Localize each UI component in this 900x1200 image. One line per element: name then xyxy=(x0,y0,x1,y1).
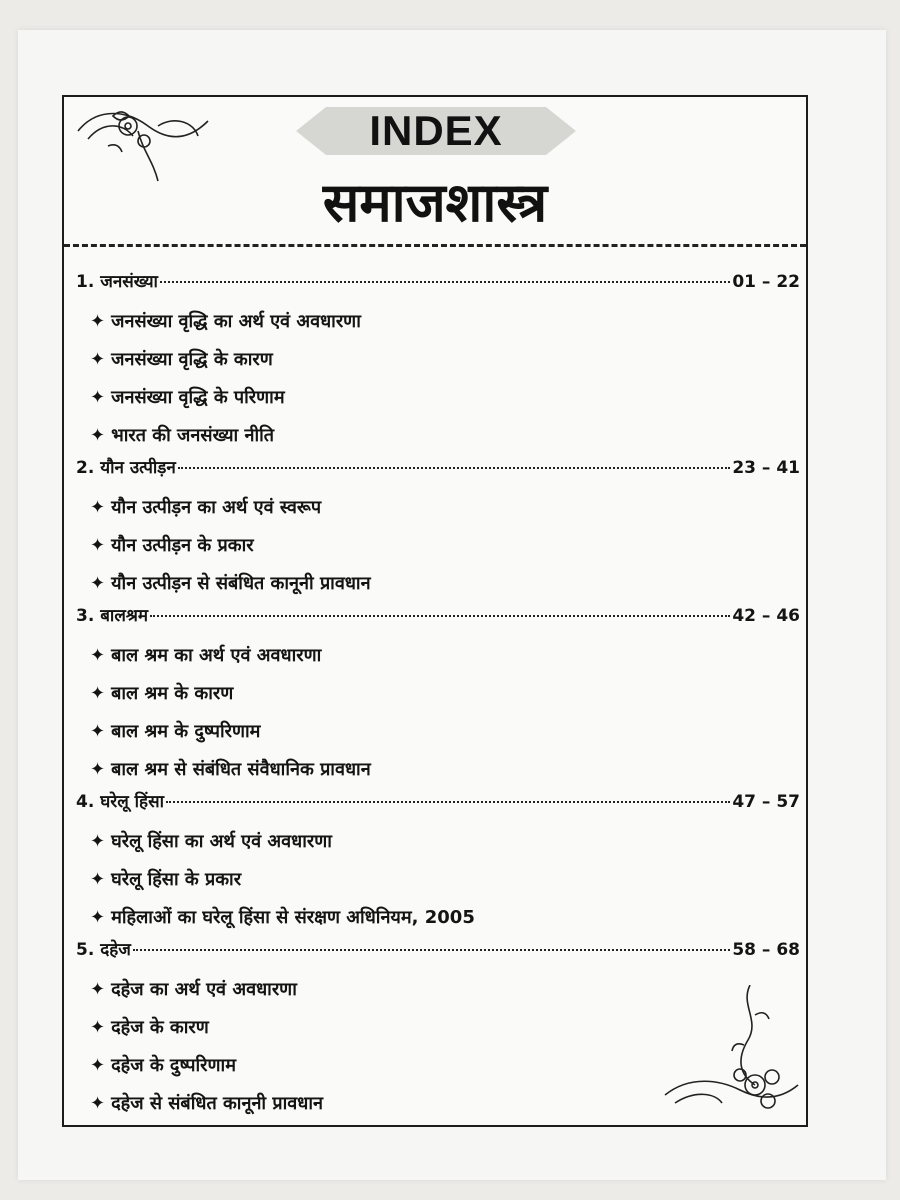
chapter-title: 2. यौन उत्पीड़न xyxy=(76,458,176,478)
four-point-star-icon: ✦ xyxy=(90,645,106,666)
four-point-star-icon: ✦ xyxy=(90,721,106,742)
topic-text: घरेलू हिंसा के प्रकार xyxy=(111,869,242,890)
subject-title: समाजशास्त्र xyxy=(322,171,548,234)
four-point-star-icon: ✦ xyxy=(90,1017,106,1038)
chapter-heading xyxy=(64,789,806,823)
topic-text: बाल श्रम का अर्थ एवं अवधारणा xyxy=(111,645,322,666)
page-range: 01 – 22 xyxy=(732,272,800,292)
index-title: INDEX xyxy=(369,107,503,154)
four-point-star-icon: ✦ xyxy=(90,979,106,1000)
topic-text: बाल श्रम के कारण xyxy=(111,683,234,704)
topic-text: जनसंख्या वृद्धि के परिणाम xyxy=(111,387,285,408)
dot-leader xyxy=(160,281,730,283)
four-point-star-icon: ✦ xyxy=(90,831,106,852)
topic-text: दहेज के कारण xyxy=(111,1017,209,1038)
chapter-heading xyxy=(64,603,806,637)
chapter-heading xyxy=(64,269,806,303)
topic-text: महिलाओं का घरेलू हिंसा से संरक्षण अधिनियम, 2005 xyxy=(111,907,475,928)
four-point-star-icon: ✦ xyxy=(90,1055,106,1076)
topic-text: दहेज का अर्थ एवं अवधारणा xyxy=(111,979,297,1000)
topic-text: भारत की जनसंख्या नीति xyxy=(111,425,275,446)
four-point-star-icon: ✦ xyxy=(90,573,106,594)
topic-text: बाल श्रम के दुष्परिणाम xyxy=(111,721,261,742)
chapter-title: 3. बालश्रम xyxy=(76,606,149,626)
page-range: 23 – 41 xyxy=(732,458,800,478)
topic-item xyxy=(64,675,806,713)
index-header xyxy=(64,97,806,247)
topic-item xyxy=(64,713,806,751)
topic-text: दहेज से संबंधित कानूनी प्रावधान xyxy=(111,1093,323,1114)
index-frame xyxy=(62,95,808,1127)
dot-leader xyxy=(178,467,731,469)
four-point-star-icon: ✦ xyxy=(90,683,106,704)
chapter-title: 4. घरेलू हिंसा xyxy=(76,792,164,812)
topic-text: यौन उत्पीड़न के प्रकार xyxy=(111,535,254,556)
topic-item xyxy=(64,861,806,899)
topic-text: बाल श्रम से संबंधित संवैधानिक प्रावधान xyxy=(111,759,371,780)
floral-ornament-icon xyxy=(660,985,802,1121)
topic-item xyxy=(64,899,806,937)
four-point-star-icon: ✦ xyxy=(90,869,106,890)
topic-text: घरेलू हिंसा का अर्थ एवं अवधारणा xyxy=(111,831,332,852)
chapter-heading xyxy=(64,455,806,489)
dashed-divider xyxy=(64,244,806,247)
topic-item xyxy=(64,527,806,565)
topic-item xyxy=(64,637,806,675)
index-banner xyxy=(296,103,576,155)
topic-item xyxy=(64,303,806,341)
page-range: 58 – 68 xyxy=(732,940,800,960)
topic-text: यौन उत्पीड़न से संबंधित कानूनी प्रावधान xyxy=(111,573,371,594)
topic-item xyxy=(64,751,806,789)
topic-text: दहेज के दुष्परिणाम xyxy=(111,1055,236,1076)
four-point-star-icon: ✦ xyxy=(90,535,106,556)
chapter-title: 5. दहेज xyxy=(76,940,131,960)
topic-text: यौन उत्पीड़न का अर्थ एवं स्वरूप xyxy=(111,497,322,518)
four-point-star-icon: ✦ xyxy=(90,311,106,332)
dot-leader xyxy=(166,801,730,803)
page-range: 42 – 46 xyxy=(732,606,800,626)
dot-leader xyxy=(150,615,730,617)
four-point-star-icon: ✦ xyxy=(90,425,106,446)
four-point-star-icon: ✦ xyxy=(90,1093,106,1114)
topic-item xyxy=(64,565,806,603)
four-point-star-icon: ✦ xyxy=(90,349,106,370)
chapter-title: 1. जनसंख्या xyxy=(76,272,158,292)
topic-item xyxy=(64,341,806,379)
topic-item xyxy=(64,417,806,455)
four-point-star-icon: ✦ xyxy=(90,907,106,928)
topic-text: जनसंख्या वृद्धि का अर्थ एवं अवधारणा xyxy=(111,311,361,332)
page-range: 47 – 57 xyxy=(732,792,800,812)
topic-text: जनसंख्या वृद्धि के कारण xyxy=(111,349,273,370)
dot-leader xyxy=(133,949,730,951)
topic-item xyxy=(64,379,806,417)
four-point-star-icon: ✦ xyxy=(90,497,106,518)
topic-item xyxy=(64,489,806,527)
four-point-star-icon: ✦ xyxy=(90,759,106,780)
four-point-star-icon: ✦ xyxy=(90,387,106,408)
chapter-heading xyxy=(64,937,806,971)
topic-item xyxy=(64,823,806,861)
